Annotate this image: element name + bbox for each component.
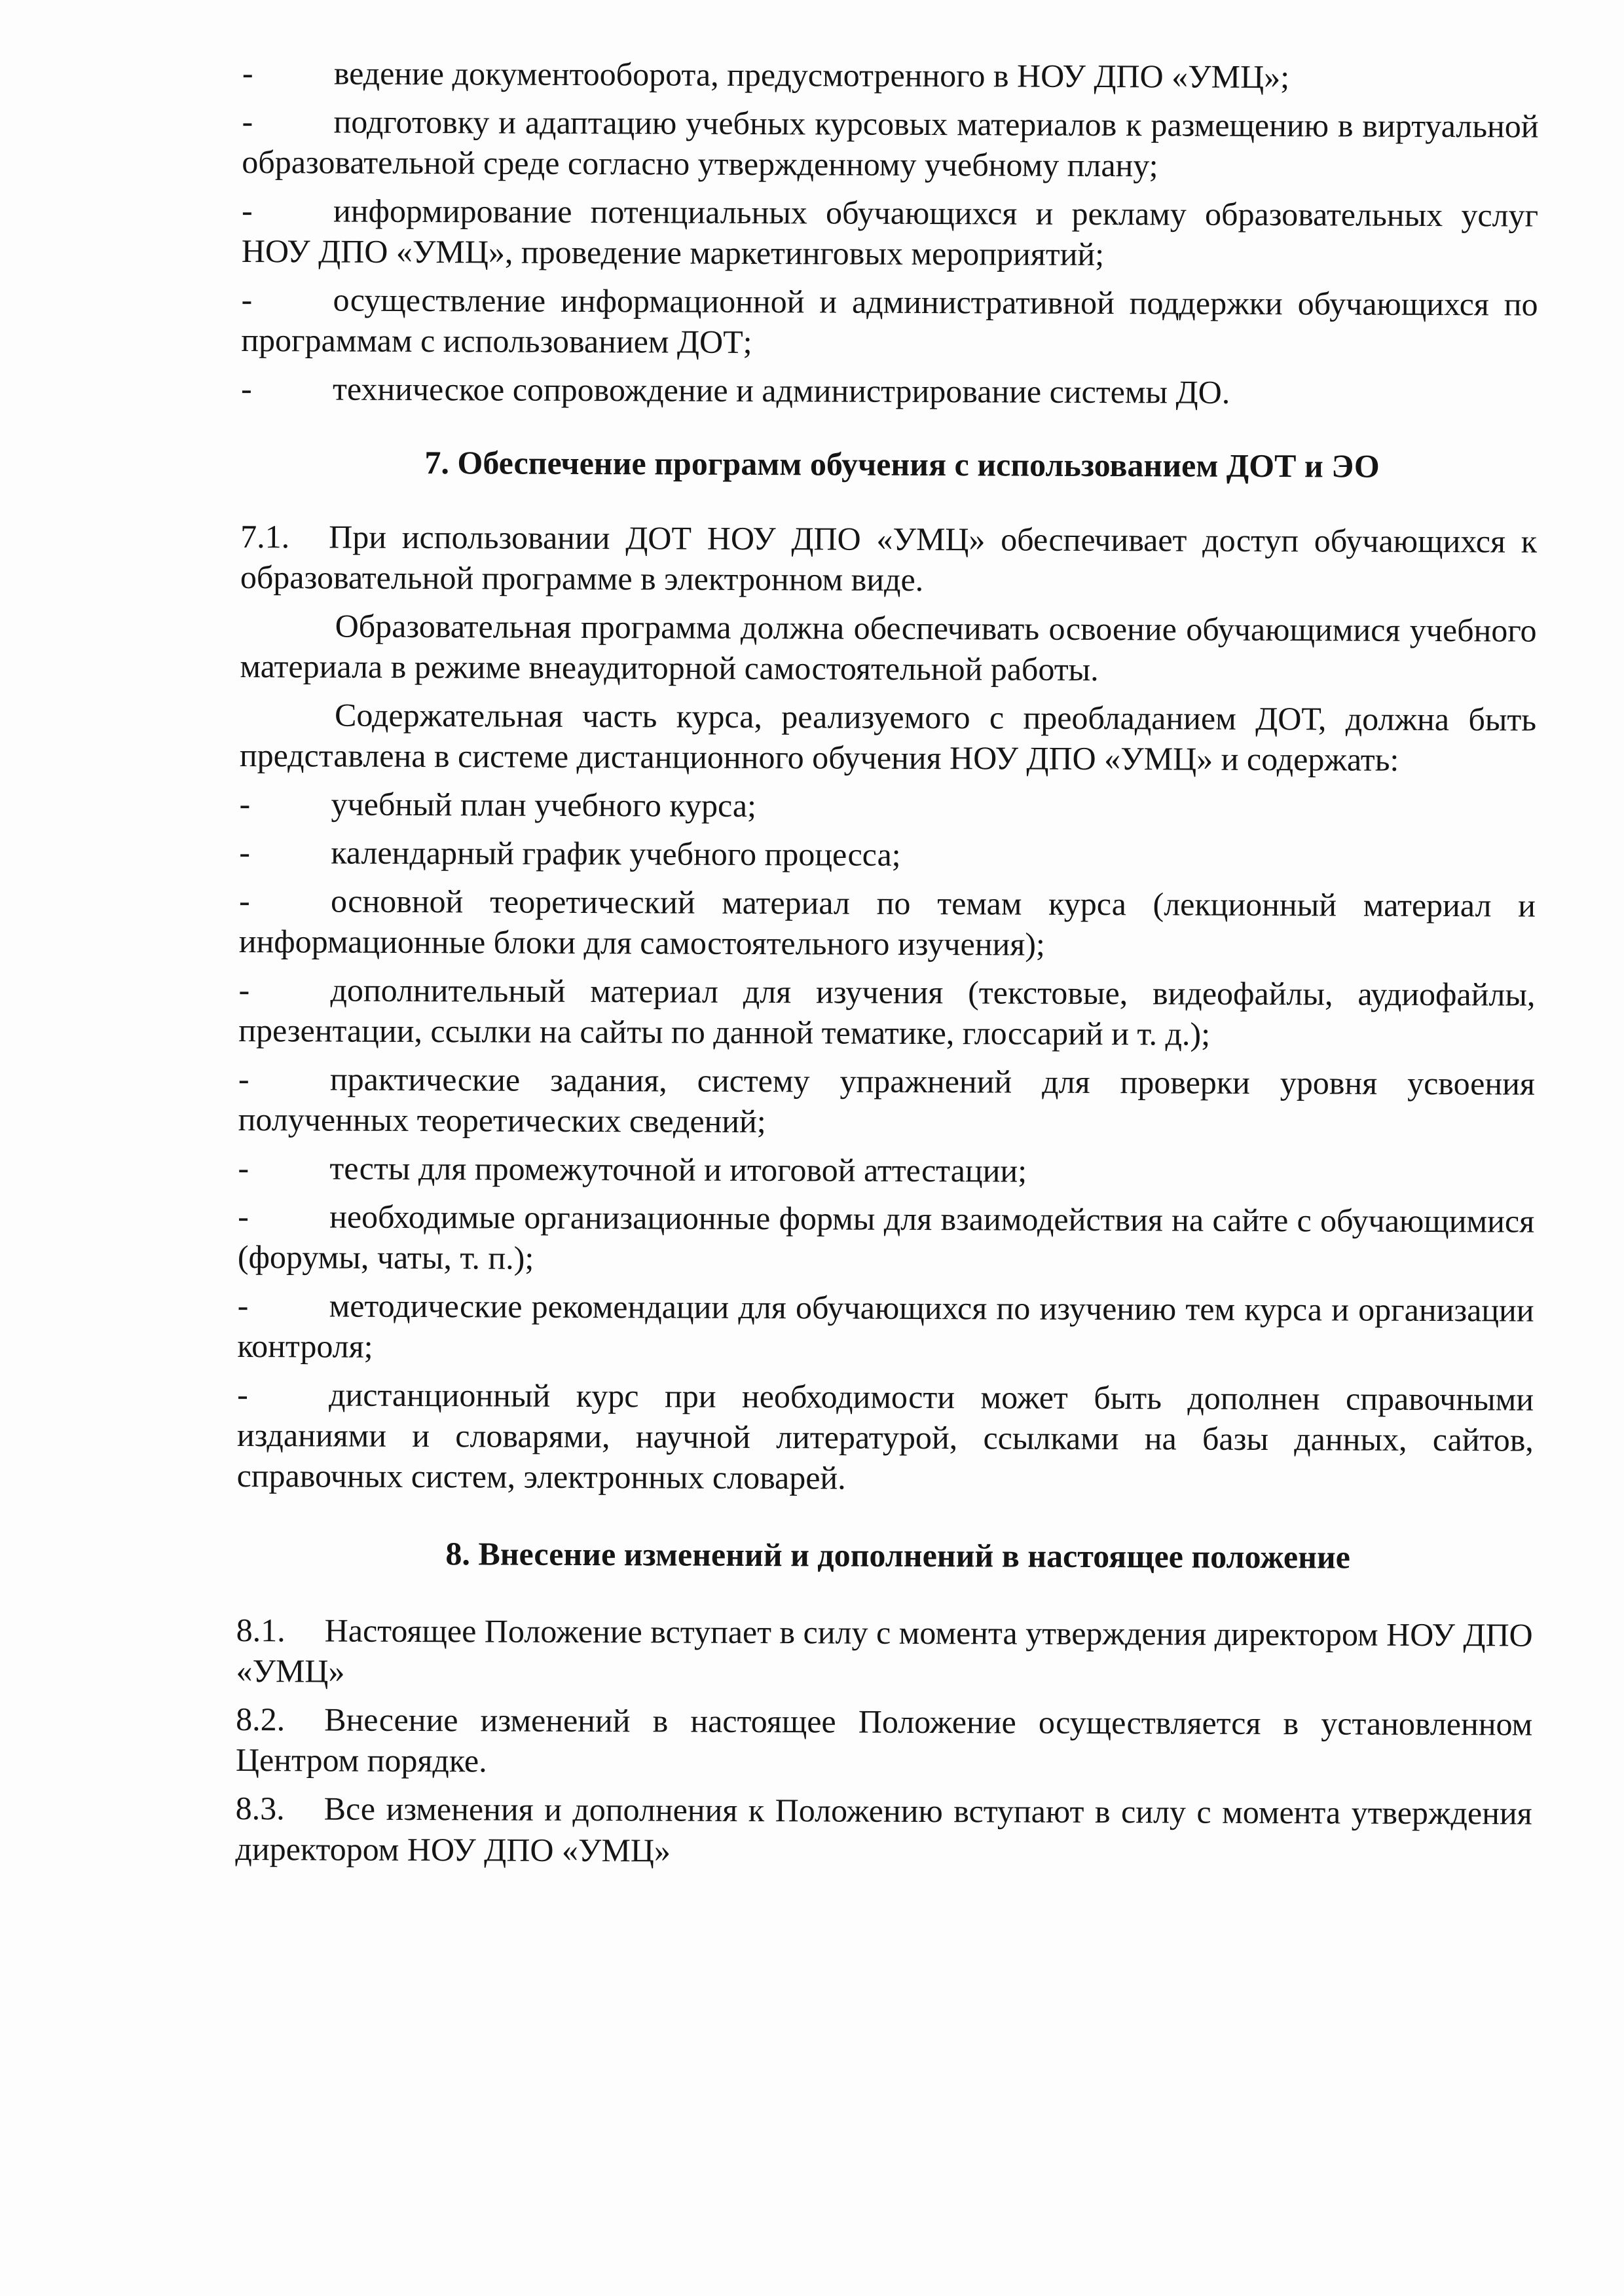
list-item: - учебный план учебного курса;: [239, 783, 1536, 829]
list-item: - информирование потенциальных обучающихся и рекламу образовательных услуг НОУ ДПО «УМЦ», проведение маркетинговых мероприятий;: [242, 190, 1538, 276]
dash-marker: -: [242, 102, 253, 140]
dash-marker: -: [237, 1286, 249, 1324]
paragraph-8-1: 8.1. Настоящее Положение вступает в силу с момента утверждения директором НОУ ДПО «УМЦ»: [236, 1610, 1532, 1696]
list-item: - тесты для промежуточной и итоговой аттестации;: [238, 1147, 1534, 1193]
paragraph-8-3: 8.3. Все изменения и дополнения к Положению вступают в силу с момента утверждения директором НОУ ДПО «УМЦ»: [235, 1788, 1532, 1874]
paragraph-8-2: 8.2. Внесение изменений в настоящее Положение осуществляется в установленном Центром порядке.: [236, 1699, 1532, 1785]
dash-marker: -: [237, 1375, 248, 1413]
list-item: - методические рекомендации для обучающихся по изучению тем курса и организации контроля;: [237, 1285, 1534, 1371]
dash-marker: -: [238, 881, 250, 919]
list-item: - необходимые организационные формы для взаимодействия на сайте с обучающимися (форумы, чаты, т. п.);: [238, 1196, 1534, 1282]
section-7-heading: 7. Обеспечение программ обучения с использованием ДОТ и ЭО: [424, 444, 1380, 485]
list-item: - осуществление информационной и административной поддержки обучающихся по программам с использованием ДОТ;: [241, 279, 1538, 365]
paragraph-number: 8.3.: [235, 1789, 285, 1827]
dash-marker: -: [241, 191, 253, 229]
paragraph-number: 8.2.: [236, 1700, 286, 1738]
dash-marker: -: [239, 785, 251, 823]
list-item: - ведение документооборота, предусмотренного в НОУ ДПО «УМЦ»;: [242, 52, 1539, 98]
document-body: [235, 52, 1539, 1882]
dash-marker: -: [240, 369, 252, 407]
list-item: - подготовку и адаптацию учебных курсовых материалов к размещению в виртуальной образовательной среде согласно утвержденному учебному плану;: [242, 101, 1538, 187]
paragraph-7-1: 7.1. При использовании ДОТ НОУ ДПО «УМЦ» обеспечивает доступ обучающихся к образовательной программе в электронном виде.: [240, 516, 1537, 602]
dash-marker: -: [241, 280, 253, 318]
section-8-heading: 8. Внесение изменений и дополнений в настоящее положение: [445, 1535, 1351, 1576]
dash-marker: -: [238, 1060, 249, 1098]
list-item: - дистанционный курс при необходимости может быть дополнен справочными изданиями и словарями, научной литературой, ссылками на базы данных, сайтов, справочных систем, электронных словарей.: [237, 1374, 1534, 1501]
paragraph-number: 8.1.: [236, 1611, 286, 1649]
dash-marker: -: [238, 1149, 249, 1187]
dash-marker: -: [239, 833, 251, 871]
dash-marker: -: [242, 54, 253, 92]
dash-marker: -: [238, 1197, 249, 1235]
section-8: [235, 1610, 1533, 1874]
course-content-list: [237, 783, 1536, 1501]
paragraph-number: 7.1.: [240, 517, 290, 555]
paragraph: Образовательная программа должна обеспечивать освоение обучающимися учебного материала в режиме внеаудиторной самостоятельной работы.: [240, 607, 1537, 688]
list-item: - календарный график учебного процесса;: [239, 832, 1536, 878]
section-7: [237, 516, 1538, 1501]
list-item: - практические задания, систему упражнений для проверки уровня усвоения полученных теоретических сведений;: [238, 1058, 1535, 1145]
list-item: - техническое сопровождение и администрирование системы ДО.: [241, 368, 1538, 414]
dash-marker: -: [238, 971, 250, 1009]
list-item: - основной теоретический материал по темам курса (лекционный материал и информационные блоки для самостоятельного изучения);: [239, 880, 1536, 967]
list-item: - дополнительный материал для изучения (текстовые, видеофайлы, аудиофайлы, презентации, ссылки на сайты по данной тематике, глоссарий и т. д.);: [238, 969, 1535, 1056]
intro-list: [241, 52, 1539, 414]
paragraph: Содержательная часть курса, реализуемого с преобладанием ДОТ, должна быть представлена в системе дистанционного обучения НОУ ДПО «УМЦ» и содержать:: [239, 696, 1537, 778]
